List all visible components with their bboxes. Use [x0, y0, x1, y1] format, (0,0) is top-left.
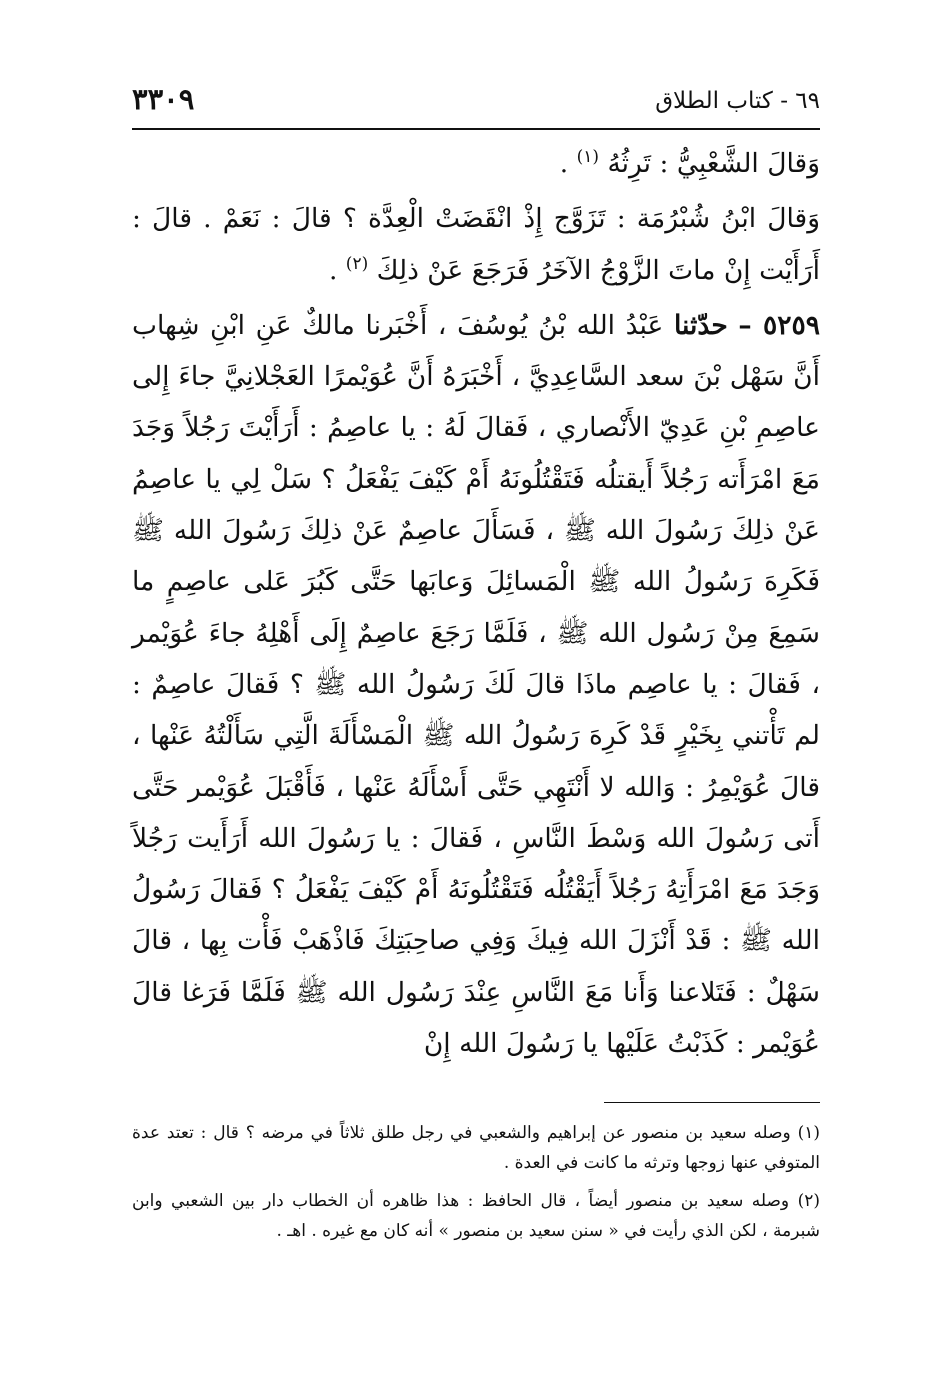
footnote-text: وصله سعيد بن منصور أيضاً ، قال الحافظ : هذا ظاهره أن الخطاب دار بين الشعبي وابن شبرمة ، لكن الذي رأيت في « سنن سعيد بن منصور » أنه كان مع غيره . اهـ . [132, 1191, 820, 1241]
paragraph-ibn-shubruma-text: وَقالَ ابْنُ شُبْرُمَة : تَزَوَّج إِذْ انْقَضَتْ الْعِدَّة ؟ قالَ : نَعَمْ . قالَ : أَرَأَيْت إِنْ ماتَ الزَّوْجُ الآخَرُ فَرَجَعَ عَنْ ذلِكَ [132, 203, 820, 286]
paragraph-shabi [132, 138, 820, 189]
header-rule [132, 128, 820, 130]
running-head: ٦٩ - كتاب الطلاق [655, 88, 820, 114]
hadith-opening: حدّثنا [673, 309, 728, 341]
footnote-ref-2: (٢) [345, 253, 369, 274]
paragraph-shabi-end: . [559, 148, 577, 179]
footnote-2 [132, 1186, 820, 1246]
hadith-text: عَبْدُ الله بْنُ يُوسُفَ ، أَخْبَرنا مالكٌ عَنِ ابْنِ شِهاب أَنَّ سَهْل بْنَ سعد السَّاعِدِيَّ ، أَخْبَرَهُ أَنَّ عُوَيْمرًا العَجْلانِيَّ جاءَ إِلى عاصِمِ بْنِ عَدِيّ الأَنْصاري ، فَقالَ لَهُ : يا عاصِمُ : أَرَأَيْتَ رَجُلاً وَجَدَ مَعَ امْرَأَته رَجُلاً أَيقتلُه فَتَقْتُلُونَهُ أَمْ كَيْفَ يَفْعَلُ ؟ سَلْ لِي يا عاصِمُ عَنْ ذلِكَ رَسُولَ الله ﷺ ، فَسَأَلَ عاصِمٌ عَنْ ذلِكَ رَسُولَ الله ﷺ فَكَرِهَ رَسُولُ الله ﷺ الْمَسائِلَ وَعابَها حَتَّى كَبُرَ عَلى عاصِمٍ ما سَمِعَ مِنْ رَسُول الله ﷺ ، فَلَمَّا رَجَعَ عاصِمٌ إِلَى أَهْلِهُ جاءَ عُوَيْمر ، فَقالَ : يا عاصِم ماذَا قالَ لَكَ رَسُولُ الله ﷺ ؟ فَقالَ عاصِمٌ : لم تَأْتني بِخَيْرٍ قَدْ كَرِهَ رَسُولُ الله ﷺ الْمَسْأَلَةَ الَّتِي سَأَلْتُهُ عَنْها ، قالَ عُوَيْمِرُ : وَالله لا أَنْتَهِي حَتَّى أَسْأَلَهُ عَنْها ، فَأَقْبَلَ عُوَيْمر حَتَّى أَتى رَسُولَ الله وَسْطَ النَّاسِ ، فَقالَ : يا رَسُولَ الله أَرَأَيت رَجُلاً وَجَدَ مَعَ امْرَأَتِهُ رَجُلاً أَيَقْتُلُه فَتَقْتُلُونَهُ أَمْ كَيْفَ يَفْعَلُ ؟ فَقالَ رَسُولُ الله ﷺ : قَدْ أَنْزَلَ الله فِيكَ وَفِي صاحِبَتِكَ فَاذْهَبْ فَأْت بِها ، قالَ سَهْلٌ : فَتَلاعنا وَأَنا مَعَ النَّاسِ عِنْدَ رَسُول الله ﷺ فَلَمَّا فَرَغا قالَ عُوَيْمر : كَذَبْتُ عَلَيْها يا رَسُولَ الله إِنْ [132, 309, 820, 1060]
hadith-paragraph [132, 300, 820, 1069]
paragraph-ibn-shubruma [132, 193, 820, 296]
paragraph-shabi-text: وَقالَ الشَّعْبِيُّ : تَرِثُهُ [607, 148, 820, 179]
hadith-number: ٥٢٥٩ – [738, 309, 820, 341]
footnote-1 [132, 1118, 820, 1178]
main-text [132, 138, 820, 1069]
page-header [132, 78, 820, 122]
footnote-marker: (٢) [797, 1191, 821, 1211]
footnote-ref-1: (١) [576, 147, 600, 168]
footnote-text: وصله سعيد بن منصور عن إبراهيم والشعبي في رجل طلق ثلاثاً في مرضه ؟ قال : تعتد عدة المتوفي عنها زوجها وترثه ما كانت في العدة . [132, 1123, 820, 1173]
paragraph-ibn-shubruma-end: . [328, 254, 346, 286]
footnote-marker: (١) [797, 1123, 821, 1143]
page-number: ٣٣٠٩ [132, 82, 195, 116]
footnote-rule [604, 1102, 820, 1103]
footnotes [132, 1118, 820, 1254]
